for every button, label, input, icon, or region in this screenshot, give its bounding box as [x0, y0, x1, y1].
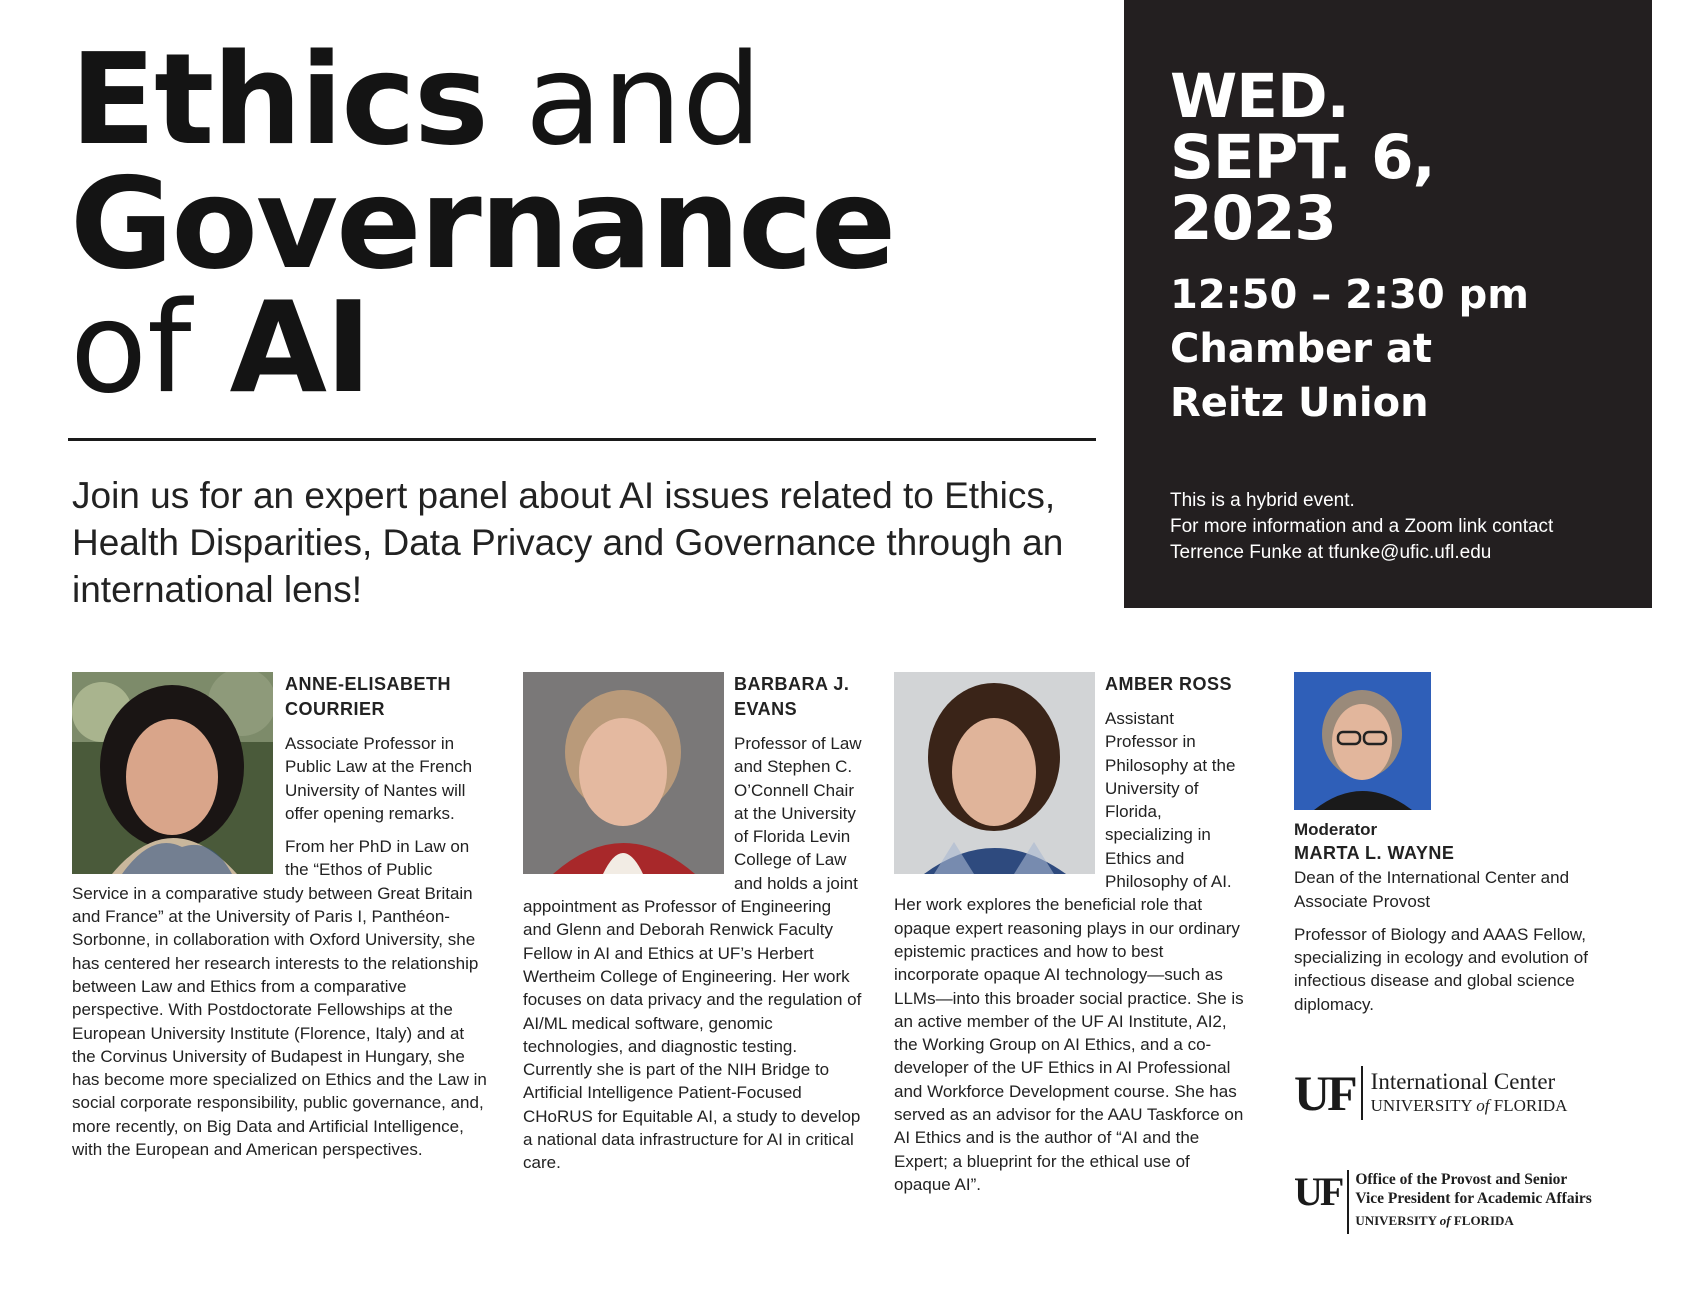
event-venue-1: Chamber at: [1170, 326, 1433, 372]
panelist-evans: BARBARA J. EVANS Professor of Law and Stephen C. O’Connell Chair at the University of Florida Levin College of Law and holds a joint appointment as Professor of Engineering and Glenn and Deborah Renwick Faculty Fellow in AI and Ethics at UF’s Herbert Wertheim College of Engineering. Her work focuses on data privacy and the regulation of AI/ML medical software, genomic technologies, and diagnostic testing. Currently she is part of the NIH Bridge to Artificial Intelligence Patient-Focused CHoRUS for Equitable AI, a study to develop a national data infrastructure for AI in critical care.: [523, 672, 863, 1175]
event-title: [70, 26, 1110, 421]
moderator-label: Moderator: [1294, 820, 1378, 839]
panelist-bio: Assistant Professor in Philosophy at the University of Florida, specializing in Ethics and Philosophy of AI. Her work explores the beneficial role that opaque expert reasoning plays in our ordinary epistemic practices and how to best incorporate opaque AI technology—such as LLMs—into this broader social practice. She is an active member of the UF AI Institute, AI2, the Working Group on AI Ethics, and a co-developer of the UF Ethics in AI Professional and Workforce Development course. She has served as an advisor for the AAU Taskforce on AI Ethics and is the author of “AI and the Expert; a blueprint for the ethical use of opaque AI”.: [894, 709, 1244, 1194]
moderator-bio: Professor of Biology and AAAS Fellow, specializing in ecology and evolution of infectious disease and global science diplomacy.: [1294, 924, 1588, 1014]
moderator-wayne: [1294, 672, 1614, 1016]
panelist-courrier: ANNE-ELISABETH COURRIER Associate Professor in Public Law at the French University of Nantes will offer opening remarks. From her PhD in Law on the “Ethos of Public Service in a comparative study between Great Britain and France” at the University of Paris I, Panthéon-Sorbonne, in collaboration with Oxford University, she has centered her research interests to the relationship between Law and Ethics from a comparative perspective. With Postdoctorate Fellowships at the European University Institute (Florence, Italy) and at the Corvinus University of Budapest in Hungary, she has become more specialized on Ethics and the Law in social corporate responsibility, public governance, and, more recently, on Big Data and Artificial Intelligence, with the European and American perspectives.: [72, 672, 492, 1161]
event-date: WED. SEPT. 6, 2023: [1170, 61, 1435, 254]
title-line-3: of AI: [70, 274, 370, 421]
panelist-photo: [894, 672, 1095, 874]
panelist-photo: [72, 672, 273, 874]
event-time: 12:50 – 2:30 pm: [1170, 272, 1529, 318]
panelist-bio: From her PhD in Law on the “Ethos of Public Service in a comparative study between Great Britain and France” at the University of Paris I, Panthéon-Sorbonne, in collaboration with Oxford University, she has centered her research interests to the relationship between Law and Ethics from a comparative perspective. With Postdoctorate Fellowships at the European University Institute (Florence, Italy) and at the Corvinus University of Budapest in Hungary, she has become more specialized on Ethics and the Law in social corporate responsibility, public governance, and, more recently, on Big Data and Artificial Intelligence, with the European and American perspectives.: [72, 837, 487, 1160]
panelist-title: Associate Professor in Public Law at the French University of Nantes will offer opening remarks.: [285, 734, 473, 823]
event-contact-info: This is a hybrid event. For more information and a Zoom link contact Terrence Funke at tfunke@ufic.ufl.edu: [1170, 490, 1554, 563]
panelist-ross: AMBER ROSS Assistant Professor in Philosophy at the University of Florida, specializing in Ethics and Philosophy of AI. Her work explores the beneficial role that opaque expert reasoning plays in our ordinary epistemic practices and how to best incorporate opaque AI technology—such as LLMs—into this broader social practice. She is an active member of the UF AI Institute, AI2, the Working Group on AI Ethics, and a co-developer of the UF Ethics in AI Professional and Workforce Development course. She has served as an advisor for the AAU Taskforce on AI Ethics and is the author of “AI and the Expert; a blueprint for the ethical use of opaque AI”.: [894, 672, 1244, 1196]
title-line-1: Ethics and: [70, 26, 763, 173]
moderator-photo: [1294, 672, 1431, 810]
event-venue-2: Reitz Union: [1170, 380, 1429, 426]
moderator-title: Dean of the International Center and Associate Provost: [1294, 868, 1570, 911]
title-line-2: Governance: [70, 150, 895, 297]
intro-text: Join us for an expert panel about AI issues related to Ethics, Health Disparities, Data Privacy and Governance through an international lens!: [72, 475, 1064, 610]
uf-provost-logo: UF Office of the Provost and Senior Vice President for Academic Affairs UNIVERSITY of FLORIDA: [1294, 1170, 1654, 1240]
moderator-name: MARTA L. WAYNE: [1294, 843, 1455, 864]
title-divider: [68, 438, 1096, 441]
uf-international-center-logo: UF International Center UNIVERSITY of FLORIDA: [1294, 1065, 1568, 1121]
event-details-box: [1124, 0, 1652, 608]
panelist-photo: [523, 672, 724, 874]
event-time-venue: [1170, 268, 1650, 430]
panelist-bio: Professor of Law and Stephen C. O’Connell Chair at the University of Florida Levin College of Law and holds a joint appointment as Professor of Engineering and Glenn and Deborah Renwick Faculty Fellow in AI and Ethics at UF’s Herbert Wertheim College of Engineering. Her work focuses on data privacy and the regulation of AI/ML medical software, genomic technologies, and diagnostic testing. Currently she is part of the NIH Bridge to Artificial Intelligence Patient-Focused CHoRUS for Equitable AI, a study to develop a national data infrastructure for AI in critical care.: [523, 734, 862, 1173]
